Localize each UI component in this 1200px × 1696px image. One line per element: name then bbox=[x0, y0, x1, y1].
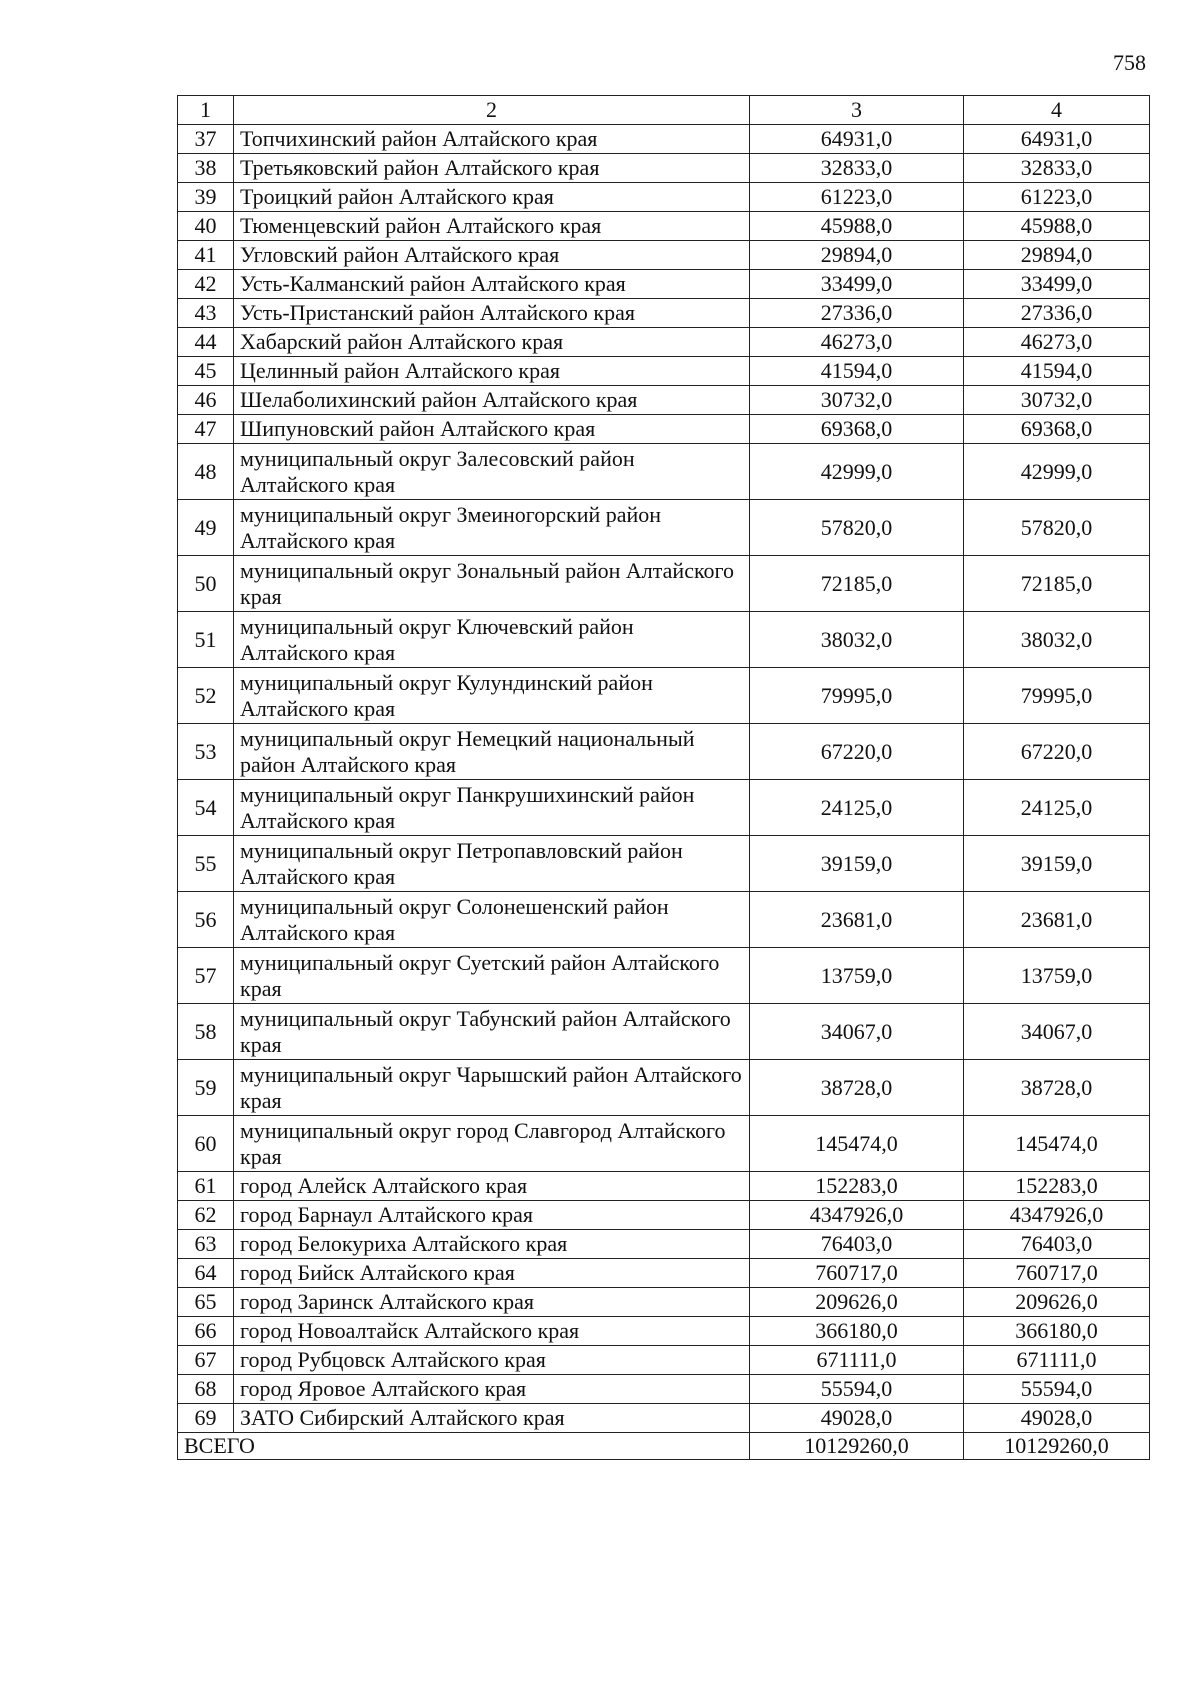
row-number: 41 bbox=[178, 241, 234, 270]
table-row bbox=[178, 1375, 1150, 1404]
row-value-col4: 13759,0 bbox=[964, 948, 1150, 1004]
row-value-col4: 366180,0 bbox=[964, 1317, 1150, 1346]
row-value-col3: 34067,0 bbox=[750, 1004, 964, 1060]
row-number: 48 bbox=[178, 444, 234, 500]
row-number: 42 bbox=[178, 270, 234, 299]
row-value-col3: 38728,0 bbox=[750, 1060, 964, 1116]
column-header-4: 4 bbox=[964, 96, 1150, 125]
row-value-col4: 23681,0 bbox=[964, 892, 1150, 948]
row-number: 54 bbox=[178, 780, 234, 836]
row-value-col3: 49028,0 bbox=[750, 1404, 964, 1433]
row-name: муниципальный округ Петропавловский район Алтайского края bbox=[234, 836, 750, 892]
row-value-col4: 46273,0 bbox=[964, 328, 1150, 357]
table-row bbox=[178, 154, 1150, 183]
row-number: 64 bbox=[178, 1259, 234, 1288]
row-number: 57 bbox=[178, 948, 234, 1004]
row-name: муниципальный округ Немецкий национальный район Алтайского края bbox=[234, 724, 750, 780]
row-number: 43 bbox=[178, 299, 234, 328]
total-row bbox=[178, 1433, 1150, 1460]
row-value-col3: 32833,0 bbox=[750, 154, 964, 183]
row-number: 39 bbox=[178, 183, 234, 212]
row-number: 69 bbox=[178, 1404, 234, 1433]
row-value-col3: 33499,0 bbox=[750, 270, 964, 299]
row-name: муниципальный округ Солонешенский район Алтайского края bbox=[234, 892, 750, 948]
table-row bbox=[178, 328, 1150, 357]
row-value-col4: 76403,0 bbox=[964, 1230, 1150, 1259]
row-value-col4: 4347926,0 bbox=[964, 1201, 1150, 1230]
total-value-col3: 10129260,0 bbox=[750, 1433, 964, 1460]
row-value-col3: 27336,0 bbox=[750, 299, 964, 328]
row-number: 65 bbox=[178, 1288, 234, 1317]
row-number: 37 bbox=[178, 125, 234, 154]
row-number: 66 bbox=[178, 1317, 234, 1346]
row-value-col4: 152283,0 bbox=[964, 1172, 1150, 1201]
row-value-col3: 760717,0 bbox=[750, 1259, 964, 1288]
row-value-col3: 671111,0 bbox=[750, 1346, 964, 1375]
row-value-col3: 46273,0 bbox=[750, 328, 964, 357]
row-name: Хабарский район Алтайского края bbox=[234, 328, 750, 357]
table-row bbox=[178, 948, 1150, 1004]
row-value-col4: 39159,0 bbox=[964, 836, 1150, 892]
row-number: 55 bbox=[178, 836, 234, 892]
row-value-col3: 42999,0 bbox=[750, 444, 964, 500]
table-row bbox=[178, 1317, 1150, 1346]
row-value-col4: 33499,0 bbox=[964, 270, 1150, 299]
table-row bbox=[178, 386, 1150, 415]
row-number: 52 bbox=[178, 668, 234, 724]
row-name: Троицкий район Алтайского края bbox=[234, 183, 750, 212]
row-value-col4: 69368,0 bbox=[964, 415, 1150, 444]
row-name: муниципальный округ Суетский район Алтайского края bbox=[234, 948, 750, 1004]
row-name: Шипуновский район Алтайского края bbox=[234, 415, 750, 444]
table-row bbox=[178, 836, 1150, 892]
row-number: 68 bbox=[178, 1375, 234, 1404]
row-name: город Яровое Алтайского края bbox=[234, 1375, 750, 1404]
table-row bbox=[178, 125, 1150, 154]
table-row bbox=[178, 1288, 1150, 1317]
table-row bbox=[178, 1116, 1150, 1172]
row-value-col4: 41594,0 bbox=[964, 357, 1150, 386]
row-value-col4: 42999,0 bbox=[964, 444, 1150, 500]
row-number: 58 bbox=[178, 1004, 234, 1060]
row-value-col4: 38032,0 bbox=[964, 612, 1150, 668]
total-label: ВСЕГО bbox=[178, 1433, 750, 1460]
row-name: город Бийск Алтайского края bbox=[234, 1259, 750, 1288]
row-value-col3: 76403,0 bbox=[750, 1230, 964, 1259]
table-row bbox=[178, 892, 1150, 948]
row-number: 56 bbox=[178, 892, 234, 948]
table-row bbox=[178, 1259, 1150, 1288]
row-name: Целинный район Алтайского края bbox=[234, 357, 750, 386]
row-name: Усть-Калманский район Алтайского края bbox=[234, 270, 750, 299]
row-value-col3: 152283,0 bbox=[750, 1172, 964, 1201]
row-value-col4: 67220,0 bbox=[964, 724, 1150, 780]
row-name: муниципальный округ Зональный район Алтайского края bbox=[234, 556, 750, 612]
table-row bbox=[178, 500, 1150, 556]
row-value-col3: 41594,0 bbox=[750, 357, 964, 386]
row-value-col3: 145474,0 bbox=[750, 1116, 964, 1172]
row-value-col4: 145474,0 bbox=[964, 1116, 1150, 1172]
row-number: 44 bbox=[178, 328, 234, 357]
table-row bbox=[178, 241, 1150, 270]
table-row bbox=[178, 212, 1150, 241]
row-name: город Алейск Алтайского края bbox=[234, 1172, 750, 1201]
table-row bbox=[178, 1404, 1150, 1433]
table-row bbox=[178, 724, 1150, 780]
row-name: город Рубцовск Алтайского края bbox=[234, 1346, 750, 1375]
row-value-col4: 30732,0 bbox=[964, 386, 1150, 415]
row-value-col4: 34067,0 bbox=[964, 1004, 1150, 1060]
row-name: город Новоалтайск Алтайского края bbox=[234, 1317, 750, 1346]
row-value-col3: 45988,0 bbox=[750, 212, 964, 241]
table-row bbox=[178, 1346, 1150, 1375]
row-value-col3: 67220,0 bbox=[750, 724, 964, 780]
table-row bbox=[178, 1060, 1150, 1116]
total-value-col4: 10129260,0 bbox=[964, 1433, 1150, 1460]
row-name: Топчихинский район Алтайского края bbox=[234, 125, 750, 154]
row-name: Тюменцевский район Алтайского края bbox=[234, 212, 750, 241]
row-value-col4: 27336,0 bbox=[964, 299, 1150, 328]
row-value-col3: 38032,0 bbox=[750, 612, 964, 668]
row-number: 46 bbox=[178, 386, 234, 415]
row-number: 59 bbox=[178, 1060, 234, 1116]
row-name: город Заринск Алтайского края bbox=[234, 1288, 750, 1317]
row-value-col4: 61223,0 bbox=[964, 183, 1150, 212]
row-value-col3: 79995,0 bbox=[750, 668, 964, 724]
row-name: муниципальный округ Кулундинский район Алтайского края bbox=[234, 668, 750, 724]
row-number: 45 bbox=[178, 357, 234, 386]
table-row bbox=[178, 556, 1150, 612]
row-value-col4: 64931,0 bbox=[964, 125, 1150, 154]
row-name: муниципальный округ Панкрушихинский район Алтайского края bbox=[234, 780, 750, 836]
table-header-row bbox=[178, 96, 1150, 125]
table-body bbox=[178, 125, 1150, 1433]
row-number: 67 bbox=[178, 1346, 234, 1375]
row-name: муниципальный округ город Славгород Алтайского края bbox=[234, 1116, 750, 1172]
table-row bbox=[178, 1201, 1150, 1230]
table-row bbox=[178, 299, 1150, 328]
table-row bbox=[178, 780, 1150, 836]
row-value-col3: 23681,0 bbox=[750, 892, 964, 948]
column-header-3: 3 bbox=[750, 96, 964, 125]
row-number: 62 bbox=[178, 1201, 234, 1230]
row-value-col4: 57820,0 bbox=[964, 500, 1150, 556]
row-number: 49 bbox=[178, 500, 234, 556]
row-value-col4: 38728,0 bbox=[964, 1060, 1150, 1116]
table-row bbox=[178, 668, 1150, 724]
row-value-col4: 55594,0 bbox=[964, 1375, 1150, 1404]
row-name: город Белокуриха Алтайского края bbox=[234, 1230, 750, 1259]
table-row bbox=[178, 1004, 1150, 1060]
row-value-col4: 32833,0 bbox=[964, 154, 1150, 183]
row-number: 60 bbox=[178, 1116, 234, 1172]
row-name: Третьяковский район Алтайского края bbox=[234, 154, 750, 183]
row-value-col3: 64931,0 bbox=[750, 125, 964, 154]
table-row bbox=[178, 1172, 1150, 1201]
column-header-1: 1 bbox=[178, 96, 234, 125]
row-value-col4: 49028,0 bbox=[964, 1404, 1150, 1433]
row-name: Шелаболихинский район Алтайского края bbox=[234, 386, 750, 415]
row-value-col3: 209626,0 bbox=[750, 1288, 964, 1317]
page-number: 758 bbox=[1113, 50, 1146, 75]
row-number: 53 bbox=[178, 724, 234, 780]
table-row bbox=[178, 415, 1150, 444]
row-value-col3: 72185,0 bbox=[750, 556, 964, 612]
row-value-col4: 24125,0 bbox=[964, 780, 1150, 836]
row-name: муниципальный округ Чарышский район Алтайского края bbox=[234, 1060, 750, 1116]
row-value-col3: 30732,0 bbox=[750, 386, 964, 415]
table-row bbox=[178, 357, 1150, 386]
row-value-col4: 79995,0 bbox=[964, 668, 1150, 724]
row-value-col3: 29894,0 bbox=[750, 241, 964, 270]
row-number: 50 bbox=[178, 556, 234, 612]
row-name: муниципальный округ Залесовский район Алтайского края bbox=[234, 444, 750, 500]
row-value-col3: 13759,0 bbox=[750, 948, 964, 1004]
row-number: 38 bbox=[178, 154, 234, 183]
row-name: муниципальный округ Ключевский район Алтайского края bbox=[234, 612, 750, 668]
row-value-col4: 72185,0 bbox=[964, 556, 1150, 612]
row-name: Усть-Пристанский район Алтайского края bbox=[234, 299, 750, 328]
row-value-col4: 209626,0 bbox=[964, 1288, 1150, 1317]
row-number: 40 bbox=[178, 212, 234, 241]
table-row bbox=[178, 444, 1150, 500]
row-value-col3: 57820,0 bbox=[750, 500, 964, 556]
row-value-col4: 45988,0 bbox=[964, 212, 1150, 241]
table-row bbox=[178, 1230, 1150, 1259]
table-row bbox=[178, 612, 1150, 668]
row-value-col3: 61223,0 bbox=[750, 183, 964, 212]
row-value-col3: 366180,0 bbox=[750, 1317, 964, 1346]
row-name: город Барнаул Алтайского края bbox=[234, 1201, 750, 1230]
row-value-col4: 760717,0 bbox=[964, 1259, 1150, 1288]
row-value-col4: 29894,0 bbox=[964, 241, 1150, 270]
row-name: ЗАТО Сибирский Алтайского края bbox=[234, 1404, 750, 1433]
row-value-col3: 69368,0 bbox=[750, 415, 964, 444]
allocation-table bbox=[177, 95, 1150, 1460]
row-name: муниципальный округ Змеиногорский район Алтайского края bbox=[234, 500, 750, 556]
table-row bbox=[178, 183, 1150, 212]
row-value-col3: 4347926,0 bbox=[750, 1201, 964, 1230]
row-number: 51 bbox=[178, 612, 234, 668]
row-value-col3: 55594,0 bbox=[750, 1375, 964, 1404]
row-name: Угловский район Алтайского края bbox=[234, 241, 750, 270]
row-value-col3: 24125,0 bbox=[750, 780, 964, 836]
column-header-2: 2 bbox=[234, 96, 750, 125]
row-name: муниципальный округ Табунский район Алтайского края bbox=[234, 1004, 750, 1060]
row-value-col4: 671111,0 bbox=[964, 1346, 1150, 1375]
row-number: 61 bbox=[178, 1172, 234, 1201]
row-value-col3: 39159,0 bbox=[750, 836, 964, 892]
row-number: 63 bbox=[178, 1230, 234, 1259]
table-row bbox=[178, 270, 1150, 299]
row-number: 47 bbox=[178, 415, 234, 444]
